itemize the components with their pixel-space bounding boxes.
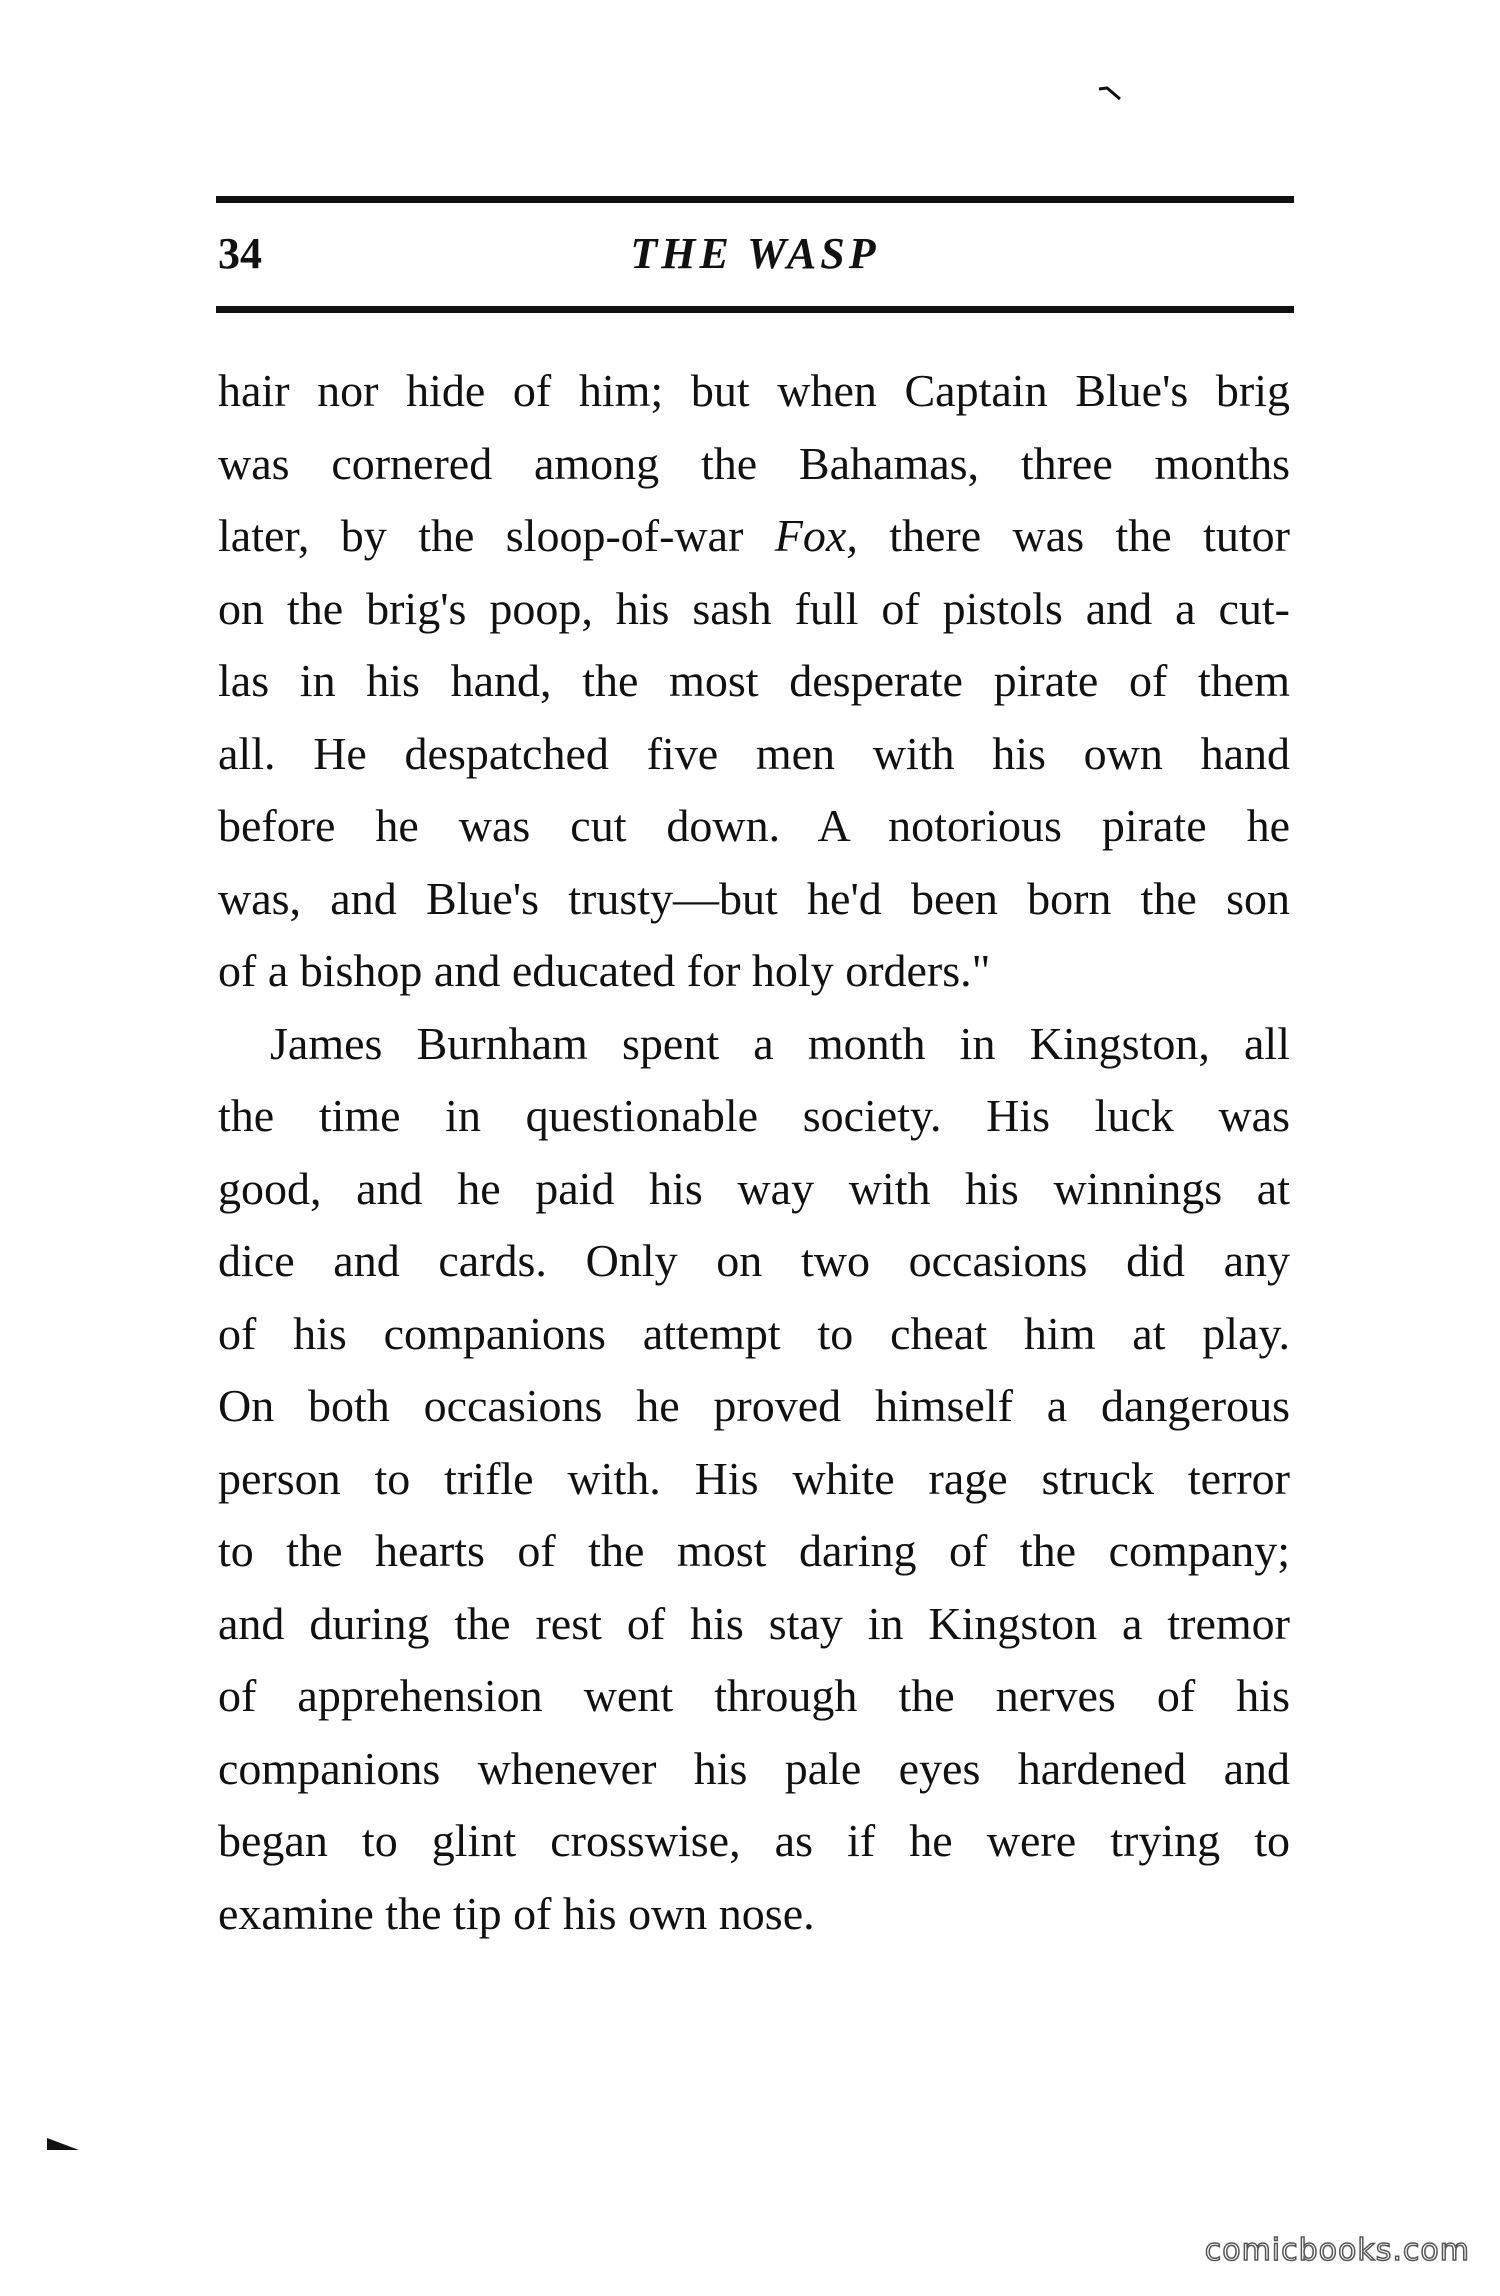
text-segment: there was the tutor (857, 510, 1290, 561)
text-line: and during the rest of his stay in Kingston a tremor (218, 1597, 1290, 1649)
text-line: hair nor hide of him; but when Captain Blue's brig (218, 365, 1290, 416)
text-line: the time in questionable society. His luck was (218, 1090, 1290, 1141)
running-head-title: THE WASP (630, 229, 880, 278)
text-line: was cornered among the Bahamas, three months (218, 437, 1290, 489)
scan-tick-mark-icon (1098, 86, 1122, 100)
page-number: 34 (218, 229, 262, 278)
text-line: began to glint crosswise, as if he were trying to (218, 1815, 1290, 1866)
watermark: comicbooks.com (1204, 2233, 1470, 2268)
text-line: las in his hand, the most desperate pirate of them (218, 655, 1290, 706)
text-line: on the brig's poop, his sash full of pistols and a cut- (218, 582, 1290, 634)
ship-name-italic: Fox, (774, 510, 858, 561)
header-top-rule (216, 196, 1294, 203)
text-line: examine the tip of his own nose. (218, 1887, 815, 1939)
text-line: to the hearts of the most daring of the company; (218, 1525, 1290, 1576)
text-line (218, 500, 1290, 573)
text-line: On both occasions he proved himself a dangerous (218, 1380, 1290, 1431)
text-line: before he was cut down. A notorious pirate he (218, 800, 1290, 851)
header-bottom-rule (216, 306, 1294, 313)
text-line: all. He despatched five men with his own hand (218, 727, 1290, 779)
text-line: was, and Blue's trusty—but he'd been born the son (218, 872, 1290, 924)
text-line: dice and cards. Only on two occasions did any (218, 1235, 1290, 1286)
text-segment: later, by the sloop-of-war (218, 510, 775, 561)
scan-arrow-mark-icon (45, 2136, 81, 2152)
text-line: person to trifle with. His white rage struck terror (218, 1452, 1290, 1504)
text-line: of his companions attempt to cheat him at play. (218, 1307, 1290, 1359)
text-line: good, and he paid his way with his winnings at (218, 1162, 1290, 1214)
text-line: companions whenever his pale eyes hardened and (218, 1742, 1290, 1794)
text-line: of a bishop and educated for holy orders." (218, 945, 991, 996)
body-text (218, 355, 1290, 1950)
text-line: James Burnham spent a month in Kingston, all (270, 1017, 1290, 1069)
text-line: of apprehension went through the nerves of his (218, 1670, 1290, 1721)
